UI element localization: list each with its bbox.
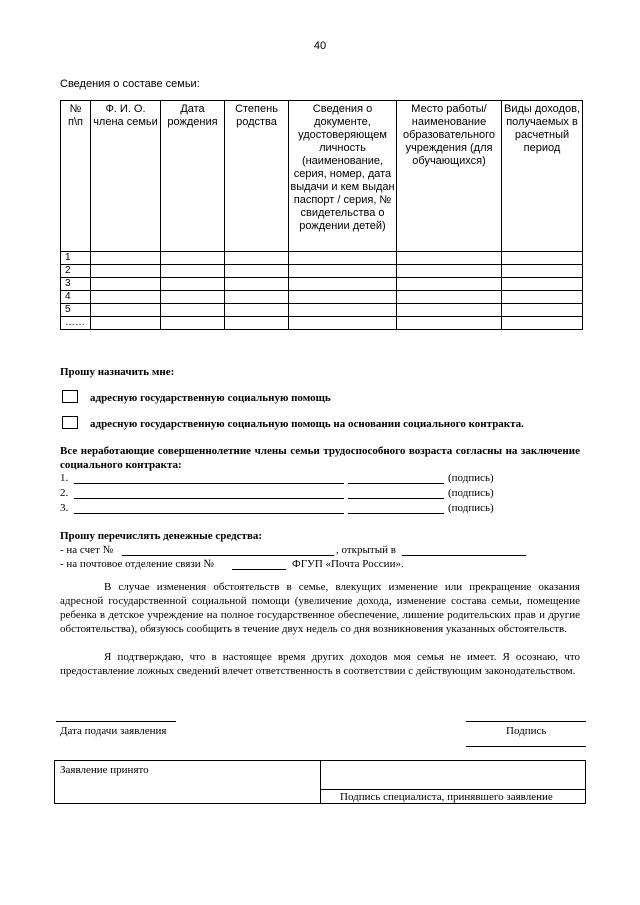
row-number: 1 (61, 252, 91, 265)
cell-relation[interactable] (225, 304, 289, 317)
cell-identity-document[interactable] (289, 304, 397, 317)
cell-income[interactable] (502, 252, 583, 265)
cell-identity-document[interactable] (289, 278, 397, 291)
account-number-field[interactable] (122, 555, 334, 556)
cell-workplace[interactable] (397, 265, 502, 278)
header-relation: Степень родства (225, 101, 289, 252)
cell-relation[interactable] (225, 278, 289, 291)
row-number: 5 (61, 304, 91, 317)
cell-relation[interactable] (225, 317, 289, 330)
specialist-signature-line[interactable] (320, 789, 586, 790)
header-identity-document: Сведения о документе, удостоверяющем личность (наименование, серия, номер, дата выдачи и кем выдан паспорт / серия, № свидетельства о рождении детей) (289, 101, 397, 252)
header-fio: Ф. И. О. члена семьи (91, 101, 161, 252)
header-workplace: Место работы/ наименование образовательного учреждения (для обучающихся) (397, 101, 502, 252)
consent-line-1-number: 1. (60, 472, 69, 484)
transfer-post-prefix: - на почтовое отделение связи № (60, 558, 214, 570)
signature-line-top[interactable] (466, 721, 586, 722)
consent-line-2-name[interactable] (74, 498, 344, 499)
cell-birth-date[interactable] (161, 252, 225, 265)
acceptance-label: Заявление принято (60, 764, 149, 776)
cell-income[interactable] (502, 278, 583, 291)
cell-identity-document[interactable] (289, 291, 397, 304)
row-number: …… (61, 317, 91, 330)
bank-name-field[interactable] (402, 555, 526, 556)
row-number: 3 (61, 278, 91, 291)
cell-income[interactable] (502, 265, 583, 278)
option2-checkbox[interactable] (62, 416, 78, 429)
specialist-label: Подпись специалиста, принявшего заявление (340, 791, 553, 803)
cell-birth-date[interactable] (161, 304, 225, 317)
cell-birth-date[interactable] (161, 317, 225, 330)
consent-line-1-sign-label: (подпись) (448, 472, 494, 484)
option2-label: адресную государственную социальную помощь на основании социального контракта. (90, 418, 524, 430)
consent-line-3-name[interactable] (74, 513, 344, 514)
consent-line-2-signature[interactable] (348, 498, 444, 499)
table-row (61, 252, 583, 265)
request-title: Прошу назначить мне: (60, 366, 175, 378)
transfer-account-prefix: - на счет № (60, 544, 114, 556)
cell-relation[interactable] (225, 291, 289, 304)
cell-birth-date[interactable] (161, 265, 225, 278)
cell-income[interactable] (502, 317, 583, 330)
transfer-account-opened: , открытый в (336, 544, 396, 556)
page-number: 40 (313, 40, 327, 52)
family-table (60, 100, 583, 330)
row-number: 2 (61, 265, 91, 278)
cell-workplace[interactable] (397, 317, 502, 330)
acceptance-box-divider (320, 760, 321, 804)
consent-line-2-number: 2. (60, 487, 69, 499)
table-row (61, 291, 583, 304)
table-row (61, 278, 583, 291)
option1-label: адресную государственную социальную помощь (90, 392, 331, 404)
cell-identity-document[interactable] (289, 317, 397, 330)
signature-label: Подпись (506, 725, 547, 737)
family-section-title: Сведения о составе семьи: (60, 78, 200, 90)
cell-income[interactable] (502, 291, 583, 304)
consent-text: Все неработающие совершеннолетние члены семьи трудоспособного возраста согласны на заключение социального контракта: (60, 445, 580, 471)
consent-line-3-signature[interactable] (348, 513, 444, 514)
consent-line-1-name[interactable] (74, 483, 344, 484)
cell-fio[interactable] (91, 291, 161, 304)
cell-birth-date[interactable] (161, 291, 225, 304)
cell-workplace[interactable] (397, 278, 502, 291)
table-row (61, 317, 583, 330)
consent-line-1-signature[interactable] (348, 483, 444, 484)
confirmation-paragraph: Я подтверждаю, что в настоящее время других доходов моя семья не имеет. Я осознаю, что предоставление ложных сведений влечет ответственность в соответствии с действующим законодательством. (60, 651, 580, 677)
header-number: № п\п (61, 101, 91, 252)
cell-identity-document[interactable] (289, 265, 397, 278)
family-table-header-row (61, 101, 583, 252)
post-office-number-field[interactable] (232, 569, 286, 570)
cell-workplace[interactable] (397, 252, 502, 265)
transfer-post-suffix: ФГУП «Почта России». (292, 558, 404, 570)
header-income-types: Виды доходов, получаемых в расчетный период (502, 101, 583, 252)
date-line[interactable] (56, 721, 176, 722)
transfer-title: Прошу перечислять денежные средства: (60, 530, 263, 542)
row-number: 4 (61, 291, 91, 304)
cell-fio[interactable] (91, 317, 161, 330)
cell-relation[interactable] (225, 252, 289, 265)
cell-identity-document[interactable] (289, 252, 397, 265)
signature-line-bottom[interactable] (466, 746, 586, 747)
cell-fio[interactable] (91, 304, 161, 317)
header-birth-date: Дата рождения (161, 101, 225, 252)
option1-checkbox[interactable] (62, 390, 78, 403)
consent-line-3-sign-label: (подпись) (448, 502, 494, 514)
cell-income[interactable] (502, 304, 583, 317)
consent-line-2-sign-label: (подпись) (448, 487, 494, 499)
obligation-paragraph: В случае изменения обстоятельств в семье, влекущих изменение или прекращение оказания адресной государственной социальной помощи (увеличение дохода, изменение состава семьи, помещение ребенка в детское учреждение на полное государственное обеспечение, лишение родительских прав и другие обстоятельства), обязуюсь сообщить в течение двух недель со дня возникновения указанных обстоятельств. (60, 581, 580, 635)
cell-fio[interactable] (91, 265, 161, 278)
cell-fio[interactable] (91, 278, 161, 291)
cell-workplace[interactable] (397, 304, 502, 317)
consent-line-3-number: 3. (60, 502, 69, 514)
cell-birth-date[interactable] (161, 278, 225, 291)
table-row (61, 265, 583, 278)
cell-relation[interactable] (225, 265, 289, 278)
cell-workplace[interactable] (397, 291, 502, 304)
cell-fio[interactable] (91, 252, 161, 265)
table-row (61, 304, 583, 317)
date-label: Дата подачи заявления (60, 725, 167, 737)
